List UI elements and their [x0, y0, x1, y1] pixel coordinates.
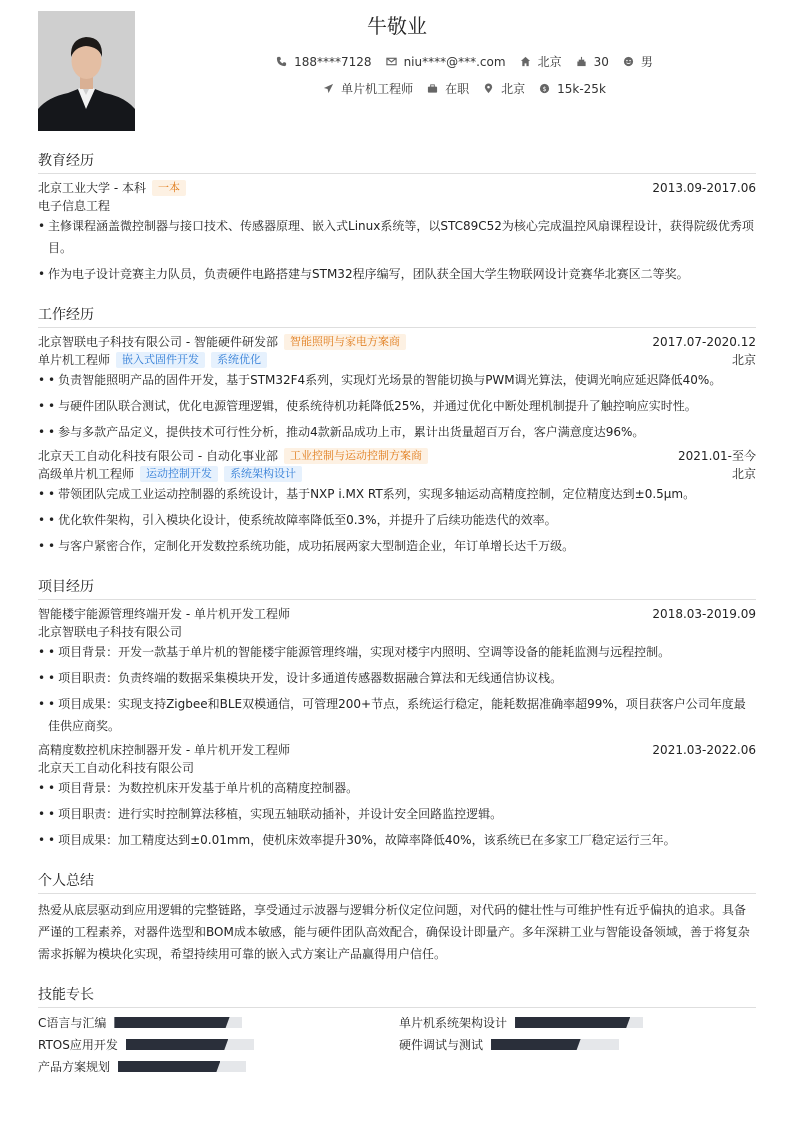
salary-text: 15k-25k	[557, 81, 606, 96]
phone-icon	[276, 56, 287, 67]
project-title: 高精度数控机床控制器开发 - 单片机开发工程师	[38, 743, 290, 757]
bullet-dot: •	[38, 807, 46, 821]
bullet-text: 与客户紧密合作，定制化开发数控系统功能，成功拓展两家大型制造企业，年订单增长达千万级。	[58, 539, 575, 553]
bullet-text: 项目职责：进行实时控制算法移植，实现五轴联动插补，并设计安全回路监控逻辑。	[58, 807, 503, 821]
bullet-dot: •	[38, 833, 46, 847]
project-header	[38, 741, 756, 759]
email-item	[386, 55, 506, 69]
project-bullet	[38, 777, 756, 799]
skill-level-bar	[118, 1061, 246, 1072]
bullet-marker: •	[48, 487, 56, 501]
project-header	[38, 605, 756, 623]
gender-item	[623, 53, 653, 70]
project-bullet	[38, 803, 756, 825]
project-company: 北京天工自动化科技有限公司	[38, 761, 195, 775]
industry-tag: 智能照明与家电方案商	[284, 334, 406, 350]
role-title: 单片机工程师	[38, 353, 111, 367]
section-title-skills: 技能专长	[38, 984, 756, 1008]
skill-level-fill	[114, 1017, 229, 1028]
project-bullet	[38, 641, 756, 663]
bullet-dot: •	[38, 781, 46, 795]
bullet-text: 作为电子设计竞赛主力队员，负责硬件电路搭建与STM32程序编写，团队获全国大学生物联网设计竞赛华北赛区二等奖。	[48, 267, 689, 281]
skill-level-fill	[515, 1017, 630, 1028]
bullet-text: 项目职责：负责终端的数据采集模块开发，设计多通道传感器数据融合算法和无线通信协议栈。	[58, 671, 563, 685]
work-bullet	[38, 509, 756, 531]
salary-item	[539, 82, 606, 96]
work-header	[38, 447, 756, 465]
job-item	[323, 80, 413, 97]
work-date: 2017.07-2020.12	[652, 335, 756, 349]
briefcase-icon	[427, 83, 438, 94]
section-title-education: 教育经历	[38, 150, 756, 174]
work-bullet	[38, 421, 756, 443]
bullet-dot: •	[38, 513, 46, 527]
project-bullet	[38, 667, 756, 689]
city-item	[520, 53, 562, 70]
school-name: 北京工业大学 - 本科	[38, 181, 146, 195]
bullet-dot: •	[38, 373, 46, 387]
bullet-marker: •	[48, 513, 56, 527]
svg-text:$: $	[542, 84, 547, 93]
bullet-text: 主修课程涵盖微控制器与接口技术、传感器原理、嵌入式Linux系统等，以STC89C52为核心完成温控风扇课程设计，获得院级优秀项目。	[48, 219, 754, 255]
candidate-name: 牛敬业	[367, 14, 427, 38]
cake-icon	[576, 56, 587, 67]
skill-item	[38, 1058, 246, 1075]
bullet-marker: •	[48, 373, 56, 387]
bullet-dot: •	[38, 267, 46, 281]
project-company-row	[38, 759, 756, 777]
skill-level-fill	[491, 1039, 581, 1050]
bullet-marker: •	[48, 807, 56, 821]
bullet-dot: •	[38, 487, 46, 501]
target-city-item	[483, 80, 525, 97]
education-header	[38, 179, 756, 197]
bullet-dot: •	[38, 399, 46, 413]
bullet-marker: •	[48, 833, 56, 847]
section-title-projects: 项目经历	[38, 576, 756, 600]
bullet-text: 参与多款产品定义，提供技术可行性分析，推动4款新品成功上市，累计出货量超百万台，客户满意度达96%。	[58, 425, 645, 439]
skill-level-bar	[515, 1017, 643, 1028]
bullet-text: 与硬件团队联合测试，优化电源管理逻辑，使系统待机功耗降低25%，并通过优化中断处理机制提升了触控响应实时性。	[58, 399, 697, 413]
skill-tag: 系统优化	[211, 352, 267, 368]
money-icon	[539, 83, 550, 94]
work-location: 北京	[731, 353, 756, 367]
age-text: 30	[593, 54, 609, 69]
send-icon	[323, 83, 334, 94]
bullet-marker: •	[48, 645, 56, 659]
status-text: 在职	[445, 82, 470, 96]
skill-item	[38, 1036, 254, 1053]
work-bullet	[38, 369, 756, 391]
bullet-dot: •	[38, 697, 46, 711]
company-name: 北京智联电子科技有限公司 - 智能硬件研发部	[38, 335, 278, 349]
bullet-text: 带领团队完成工业运动控制器的系统设计，基于NXP i.MX RT系列，实现多轴运动高精度控制，定位精度达到±0.5μm。	[58, 487, 696, 501]
contact-info-row	[135, 53, 794, 70]
bullet-dot: •	[38, 671, 46, 685]
skill-item	[38, 1014, 242, 1031]
bullet-marker: •	[48, 425, 56, 439]
target-city-text: 北京	[501, 82, 526, 96]
status-item	[427, 80, 469, 97]
project-title: 智能楼宇能源管理终端开发 - 单片机开发工程师	[38, 607, 290, 621]
bullet-marker: •	[48, 671, 56, 685]
bullet-text: 负责智能照明产品的固件开发，基于STM32F4系列，实现灯光场景的智能切换与PWM调光算法，使调光响应延迟降低40%。	[58, 373, 722, 387]
bullet-text: 项目成果：实现支持Zigbee和BLE双模通信，可管理200+节点，系统运行稳定，能耗数据准确率超99%，项目获客户公司年度最佳供应商奖。	[48, 697, 746, 733]
education-date: 2013.09-2017.06	[652, 181, 756, 195]
phone-item	[276, 55, 371, 69]
work-role-row	[38, 351, 756, 369]
bullet-text: 项目成果：加工精度达到±0.01mm，使机床效率提升30%，故障率降低40%，该系统已在多家工厂稳定运行三年。	[58, 833, 676, 847]
bullet-text: 项目背景：开发一款基于单片机的智能楼宇能源管理终端，实现对楼宇内照明、空调等设备的能耗监测与远程控制。	[58, 645, 671, 659]
skill-level-bar	[126, 1039, 254, 1050]
bullet-text: 项目背景：为数控机床开发基于单片机的高精度控制器。	[58, 781, 359, 795]
school-tag: 一本	[152, 180, 186, 196]
mail-icon	[386, 56, 397, 67]
bullet-marker: •	[48, 697, 56, 711]
work-role-row	[38, 465, 756, 483]
user-face-icon	[623, 56, 634, 67]
skill-item	[399, 1014, 643, 1031]
skill-name: 硬件调试与测试	[399, 1038, 484, 1052]
skill-level-bar	[491, 1039, 619, 1050]
bullet-text: 优化软件架构，引入模块化设计，使系统故障率降低至0.3%，并提升了后续功能迭代的效率。	[58, 513, 557, 527]
summary-text: 热爱从底层驱动到应用逻辑的完整链路，享受通过示波器与逻辑分析仪定位问题，对代码的健壮性与可维护性有近乎偏执的追求。具备严谨的工程素养，对器件选型和BOM成本敏感，能与硬件团队高效配合，确保设计即量产。多年深耕工业与智能设备领域，善于将复杂需求拆解为模块化实现，希望持续用可靠的嵌入式方案让产品赢得用户信任。	[38, 903, 750, 961]
bullet-marker: •	[48, 539, 56, 553]
project-company-row	[38, 623, 756, 641]
skill-name: C语言与汇编	[38, 1016, 107, 1030]
bullet-dot: •	[38, 425, 46, 439]
skill-tag: 系统架构设计	[224, 466, 302, 482]
gender-text: 男	[640, 55, 653, 69]
skill-tag: 嵌入式固件开发	[116, 352, 205, 368]
work-bullet	[38, 483, 756, 505]
skill-tag: 运动控制开发	[140, 466, 218, 482]
skill-level-fill	[126, 1039, 228, 1050]
education-bullet	[38, 215, 756, 259]
bullet-marker: •	[48, 399, 56, 413]
project-company: 北京智联电子科技有限公司	[38, 625, 183, 639]
age-item	[576, 55, 609, 69]
skill-name: 单片机系统架构设计	[399, 1016, 508, 1030]
bullet-dot: •	[38, 645, 46, 659]
email-text: niu****@***.com	[403, 54, 506, 69]
company-name: 北京天工自动化科技有限公司 - 自动化事业部	[38, 449, 278, 463]
skill-level-bar	[114, 1017, 242, 1028]
education-bullet	[38, 263, 756, 285]
job-text: 单片机工程师	[341, 82, 414, 96]
home-icon	[520, 56, 531, 67]
project-bullet	[38, 829, 756, 851]
work-bullet	[38, 395, 756, 417]
project-date: 2021.03-2022.06	[652, 743, 756, 757]
industry-tag: 工业控制与运动控制方案商	[284, 448, 428, 464]
work-bullet	[38, 535, 756, 557]
major: 电子信息工程	[38, 199, 111, 213]
skill-name: 产品方案规划	[38, 1060, 111, 1074]
bullet-dot: •	[38, 539, 46, 553]
work-header	[38, 333, 756, 351]
section-title-work: 工作经历	[38, 304, 756, 328]
job-info-row	[135, 80, 794, 97]
project-bullet	[38, 693, 756, 737]
education-major-row	[38, 197, 756, 215]
skill-name: RTOS应用开发	[38, 1038, 118, 1052]
role-title: 高级单片机工程师	[38, 467, 135, 481]
work-date: 2021.01-至今	[678, 449, 756, 463]
phone-text: 188****7128	[294, 54, 372, 69]
project-date: 2018.03-2019.09	[652, 607, 756, 621]
skill-level-fill	[118, 1061, 220, 1072]
location-pin-icon	[483, 83, 494, 94]
work-location: 北京	[731, 467, 756, 481]
skill-item	[399, 1036, 619, 1053]
section-title-summary: 个人总结	[38, 870, 756, 894]
bullet-dot: •	[38, 219, 46, 233]
city-text: 北京	[537, 55, 562, 69]
bullet-marker: •	[48, 781, 56, 795]
